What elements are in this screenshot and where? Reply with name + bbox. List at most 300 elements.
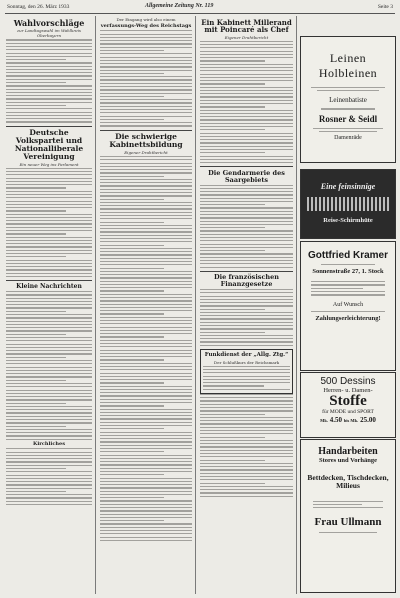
- text-line: [6, 243, 92, 244]
- text-line: [6, 334, 66, 335]
- text-line: [200, 214, 293, 215]
- text-line: [100, 379, 192, 380]
- text-line: [200, 237, 293, 238]
- text-line: [6, 327, 92, 328]
- text-line: [100, 468, 192, 469]
- text-line: [100, 208, 192, 209]
- text-line: [200, 460, 265, 461]
- text-line: [6, 89, 92, 90]
- text-line: [200, 437, 265, 438]
- price-from: 4.50: [329, 416, 343, 424]
- text-line: [200, 47, 293, 48]
- text-line: [100, 537, 192, 538]
- text-line: [6, 347, 92, 348]
- text-line: [6, 66, 92, 67]
- text-line: [6, 409, 92, 410]
- text-line: [100, 481, 192, 482]
- text-line: [6, 69, 92, 70]
- text-line: [200, 489, 293, 490]
- text-line: [200, 397, 293, 398]
- text-line: [200, 230, 293, 231]
- text-line: [6, 416, 92, 417]
- text-line: [200, 207, 293, 208]
- text-line: [200, 194, 293, 195]
- article-text: [6, 291, 92, 440]
- text-line: [6, 59, 66, 60]
- text-line: [100, 166, 192, 167]
- text-line: [100, 287, 192, 288]
- text-line: [100, 70, 192, 71]
- text-line: [6, 461, 92, 462]
- text-line: [100, 474, 164, 475]
- text-line: [100, 185, 192, 186]
- text-line: [200, 227, 265, 228]
- text-line: [200, 217, 293, 218]
- text-line: [200, 152, 265, 153]
- funk-title: Funkdienst der „Allg. Ztg.“: [204, 351, 289, 358]
- text-line: [6, 321, 92, 322]
- text-line: [203, 376, 290, 377]
- text-line: [200, 335, 293, 336]
- ad-kramer: [300, 241, 396, 371]
- ad-handarbeiten: [300, 439, 396, 593]
- text-line: [200, 338, 293, 339]
- funkdienst-box: [200, 349, 293, 394]
- text-line: [6, 39, 92, 40]
- text-line: [6, 269, 92, 270]
- ad-dessins: [300, 372, 396, 438]
- kicker: Der Eingang wird also einem: [116, 17, 176, 22]
- text-line: [6, 174, 92, 175]
- text-line: [100, 369, 192, 370]
- ad-leinen-line: Holbleinen: [318, 66, 378, 80]
- text-line: [100, 258, 192, 259]
- text-line: [100, 343, 192, 344]
- text-line: [100, 313, 164, 314]
- text-line: [200, 119, 293, 120]
- text-line: [6, 233, 66, 234]
- text-line: [200, 473, 293, 474]
- text-line: [6, 191, 92, 192]
- text-line: [200, 466, 293, 467]
- text-line: [100, 102, 192, 103]
- headline: Die schwierige Kabinettsbildung: [109, 132, 183, 150]
- text-line: [6, 85, 92, 86]
- text-line: [6, 49, 92, 50]
- text-line: [6, 497, 92, 498]
- text-line: [6, 324, 92, 325]
- column-rule: [296, 16, 297, 594]
- text-line: [6, 118, 92, 119]
- text-line: [200, 404, 293, 405]
- column-2: [100, 17, 192, 543]
- text-line: [200, 201, 293, 202]
- ad-dessins-line: für MODE und SPORT: [322, 409, 374, 415]
- text-line: [100, 422, 192, 423]
- text-line: [6, 406, 92, 407]
- text-line: [6, 230, 92, 231]
- text-line: [100, 448, 192, 449]
- masthead: [5, 3, 395, 14]
- text-line: [200, 129, 265, 130]
- text-line: [200, 149, 293, 150]
- text-line: [200, 142, 293, 143]
- text-line: [200, 83, 265, 84]
- text-line: [6, 79, 92, 80]
- text-line: [6, 184, 92, 185]
- text-line: [100, 116, 192, 117]
- text-line: [6, 168, 92, 169]
- text-line: [6, 263, 92, 264]
- text-line: [200, 263, 293, 264]
- text-line: [6, 273, 92, 274]
- text-line: [200, 299, 293, 300]
- ad-handarbeiten-line: Bettdecken, Tischdecken, Milieus: [307, 473, 389, 491]
- text-line: [6, 307, 92, 308]
- text-line: [6, 178, 92, 179]
- text-line: [200, 318, 293, 319]
- text-line: [6, 204, 92, 205]
- text-line: [200, 453, 293, 454]
- text-line: [100, 264, 192, 265]
- headline: Ein Kabinett Millerand mit Poincaré als Chef: [201, 18, 292, 35]
- text-line: [6, 72, 92, 73]
- text-line: [6, 360, 92, 361]
- text-line: [200, 257, 293, 258]
- text-line: [6, 491, 66, 492]
- ad-kramer-line: Zahlungserleichterung!: [315, 314, 381, 322]
- ad-kramer-line: Auf Wunsch: [332, 301, 364, 308]
- text-line: [100, 281, 192, 282]
- text-line: [200, 204, 265, 205]
- text-line: [200, 492, 293, 493]
- text-line: [100, 392, 192, 393]
- text-line: [6, 353, 92, 354]
- text-line: [100, 294, 192, 295]
- text-line: [100, 277, 192, 278]
- text-line: [6, 82, 66, 83]
- text-line: [100, 34, 192, 35]
- text-line: [203, 366, 290, 367]
- text-line: [100, 491, 192, 492]
- text-line: [100, 530, 192, 531]
- text-line: [200, 185, 293, 186]
- text-line: [100, 251, 192, 252]
- text-line: [100, 356, 192, 357]
- text-line: [200, 325, 293, 326]
- text-line: [100, 307, 192, 308]
- text-line: [200, 463, 293, 464]
- text-line: [6, 340, 92, 341]
- text-line: [100, 57, 192, 58]
- headline: Die französischen Finanzgesetze: [213, 273, 280, 289]
- text-line: [6, 478, 92, 479]
- text-line: [100, 395, 192, 396]
- text-line: [6, 337, 92, 338]
- text-line: [6, 253, 92, 254]
- article-text: [200, 394, 293, 497]
- text-line: [6, 455, 92, 456]
- ad-leinen-line: Damenräde: [334, 134, 362, 141]
- text-line: [200, 483, 265, 484]
- text-line: [100, 73, 164, 74]
- text-line: [6, 102, 92, 103]
- text-line: [100, 359, 164, 360]
- text-line: [6, 390, 92, 391]
- text-line: [6, 223, 92, 224]
- text-line: [6, 210, 66, 211]
- text-line: [6, 220, 92, 221]
- text-line: [200, 77, 293, 78]
- text-line: [6, 367, 92, 368]
- text-line: [100, 494, 192, 495]
- text-line: [100, 37, 192, 38]
- text-line: [6, 105, 66, 106]
- text-line: [100, 451, 164, 452]
- article-text: [6, 39, 92, 122]
- text-line: [200, 443, 293, 444]
- subheadline: zur Landtagswahl im Wahlkreis Oberbayern: [17, 28, 81, 39]
- ad-dessins-prices: Mk. 4.50 bis Mk. 25.00: [320, 416, 376, 424]
- text-line: [200, 240, 293, 241]
- text-line: [100, 106, 192, 107]
- text-line: [100, 438, 192, 439]
- text-line: [6, 53, 92, 54]
- subheadline: Ein neuer Weg ins Parlament: [19, 161, 79, 167]
- text-line: [100, 202, 192, 203]
- text-line: [6, 429, 92, 430]
- text-line: [6, 46, 92, 47]
- headline: Kleine Nachrichten: [16, 282, 82, 290]
- text-line: [100, 66, 192, 67]
- text-line: [200, 80, 293, 81]
- text-line: [100, 297, 192, 298]
- text-line: [200, 420, 293, 421]
- subheadline: Eigener Drahtbericht: [124, 149, 168, 155]
- text-line: [100, 458, 192, 459]
- text-line: [100, 333, 192, 334]
- text-line: [200, 430, 293, 431]
- text-line: [6, 317, 92, 318]
- text-line: [200, 292, 293, 293]
- text-line: [6, 214, 92, 215]
- text-line: [200, 87, 293, 88]
- ad-dessins-line: Herren- u. Damen-: [323, 387, 373, 394]
- text-line: [6, 465, 92, 466]
- text-line: [6, 357, 66, 358]
- text-line: [200, 427, 293, 428]
- text-line: [6, 92, 92, 93]
- text-line: [203, 385, 264, 386]
- text-line: [100, 274, 192, 275]
- text-line: [6, 504, 92, 505]
- text-line: [200, 341, 293, 342]
- text-line: [200, 90, 293, 91]
- text-line: [100, 50, 164, 51]
- text-line: [200, 110, 293, 111]
- text-line: [200, 253, 293, 254]
- text-line: [6, 115, 92, 116]
- text-line: [200, 234, 293, 235]
- text-line: [6, 227, 92, 228]
- text-line: [100, 300, 192, 301]
- text-line: [200, 221, 293, 222]
- text-line: [6, 452, 92, 453]
- text-line: [6, 422, 92, 423]
- text-line: [100, 386, 192, 387]
- text-line: [100, 373, 192, 374]
- text-line: [100, 418, 192, 419]
- text-line: [100, 231, 192, 232]
- text-line: [200, 450, 293, 451]
- text-line: [100, 425, 192, 426]
- text-line: [100, 389, 192, 390]
- text-line: [100, 317, 192, 318]
- text-line: [100, 510, 192, 511]
- text-line: [100, 346, 192, 347]
- text-line: [100, 405, 164, 406]
- text-line: [200, 400, 293, 401]
- text-line: [100, 30, 192, 31]
- text-line: [200, 312, 293, 313]
- text-line: [100, 478, 192, 479]
- text-line: [200, 423, 293, 424]
- text-line: [100, 212, 192, 213]
- text-line: [100, 464, 192, 465]
- text-line: [6, 237, 92, 238]
- text-line: [100, 428, 164, 429]
- text-line: [100, 43, 192, 44]
- text-line: [100, 159, 192, 160]
- text-line: [100, 228, 192, 229]
- text-line: [6, 207, 92, 208]
- text-line: [200, 410, 293, 411]
- text-line: [200, 267, 293, 268]
- ad-schirm-line: Eine feinsinnige: [320, 182, 376, 191]
- text-line: [100, 533, 192, 534]
- masthead-title: Allgemeine Zeitung Nr. 119: [145, 3, 214, 9]
- article-text: [200, 289, 293, 346]
- ad-dessins-line: 500 Dessins: [320, 376, 376, 387]
- text-line: [200, 139, 293, 140]
- text-line: [6, 403, 66, 404]
- text-line: [100, 284, 192, 285]
- text-line: [200, 224, 293, 225]
- text-line: [6, 291, 92, 292]
- text-line: [6, 435, 92, 436]
- text-line: [6, 448, 92, 449]
- text-line: [200, 70, 293, 71]
- ad-handarbeiten-line: Stores und Vorhänge: [318, 457, 378, 464]
- article-text: [100, 30, 192, 126]
- ad-kramer-line: Gottfried Kramer: [307, 250, 388, 261]
- divider: [6, 280, 92, 281]
- text-line: [6, 350, 92, 351]
- text-line: [6, 246, 92, 247]
- text-line: [100, 350, 192, 351]
- text-line: [6, 301, 92, 302]
- text-line: [200, 315, 293, 316]
- text-line: [6, 181, 92, 182]
- text-line: [200, 446, 293, 447]
- text-line: [100, 310, 192, 311]
- text-line: [200, 54, 293, 55]
- headline: Wahlvorschläge: [13, 18, 85, 28]
- headline: Deutsche Volkspartei und Nationalliberale Vereinigung: [14, 128, 84, 161]
- text-line: [100, 376, 192, 377]
- text-line: [6, 330, 92, 331]
- masthead-page: Seite 3: [377, 4, 393, 10]
- text-line: [6, 240, 92, 241]
- headline: Die Gendarmerie des Saargebiets: [208, 168, 285, 184]
- text-line: [100, 402, 192, 403]
- text-line: [100, 86, 192, 87]
- text-line: [200, 456, 293, 457]
- text-line: [100, 222, 164, 223]
- text-line: [6, 488, 92, 489]
- text-line: [6, 43, 92, 44]
- masthead-date: Sonntag, den 26. März 1933: [7, 4, 70, 10]
- text-line: [100, 382, 164, 383]
- text-line: [100, 176, 164, 177]
- text-line: [100, 238, 192, 239]
- text-line: [100, 40, 192, 41]
- text-line: [200, 469, 293, 470]
- text-line: [100, 504, 192, 505]
- text-line: [100, 455, 192, 456]
- text-line: [200, 247, 293, 248]
- text-line: [100, 89, 192, 90]
- text-line: [100, 218, 192, 219]
- funk-text: [203, 366, 290, 390]
- text-line: [200, 302, 293, 303]
- column-1: [6, 17, 92, 507]
- text-line: [100, 205, 192, 206]
- text-line: [200, 103, 293, 104]
- text-line: [100, 192, 192, 193]
- text-line: [6, 501, 92, 502]
- text-line: [6, 187, 66, 188]
- text-line: [100, 441, 192, 442]
- text-line: [200, 64, 293, 65]
- text-line: [100, 340, 192, 341]
- ad-schirm-line: Reise-Schirmhüte: [323, 217, 373, 224]
- text-line: [100, 60, 192, 61]
- text-line: [100, 500, 192, 501]
- text-line: [6, 112, 92, 113]
- column-rule: [195, 16, 196, 594]
- text-line: [203, 389, 290, 390]
- text-line: [200, 188, 293, 189]
- text-line: [6, 481, 92, 482]
- text-line: [100, 199, 164, 200]
- text-line: [100, 96, 164, 97]
- text-line: [200, 60, 265, 61]
- text-line: [200, 394, 293, 395]
- ad-kramer-line: Sonnenstraße 27, 1. Stock: [312, 268, 384, 276]
- text-line: [203, 372, 290, 373]
- text-line: [100, 112, 192, 113]
- text-line: [6, 370, 92, 371]
- headline: Kirchliches: [32, 441, 66, 447]
- text-line: [100, 156, 192, 157]
- text-line: [100, 76, 192, 77]
- text-line: [6, 98, 92, 99]
- text-line: [100, 409, 192, 410]
- text-line: [100, 320, 192, 321]
- text-line: [200, 133, 293, 134]
- text-line: [6, 62, 92, 63]
